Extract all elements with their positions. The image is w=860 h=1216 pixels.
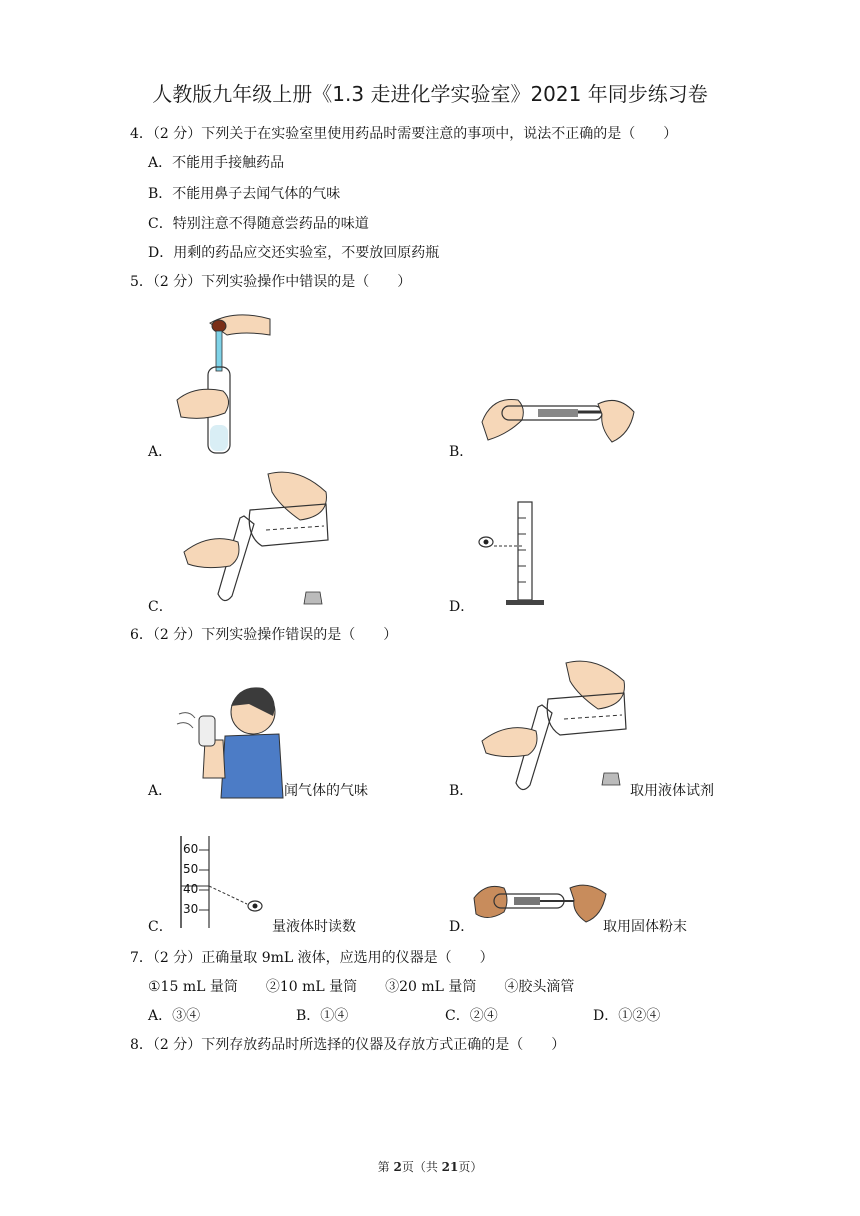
pouring-reagent-figure: [478, 655, 638, 795]
question-5-option-c-label: C．: [148, 599, 173, 615]
question-4-option-a: A．不能用手接触药品: [148, 155, 285, 171]
question-6-option-a-label: A．: [148, 783, 173, 799]
question-5-option-a-label: A．: [148, 444, 173, 460]
page-title: 人教版九年级上册《1.3 走进化学实验室》2021 年同步练习卷: [152, 82, 708, 106]
question-7-option-a: A．③④: [148, 1008, 201, 1024]
tick-label-30: 30: [183, 902, 199, 916]
footer-page-number: 2: [393, 1160, 402, 1174]
question-6-option-d-caption: 取用固体粉末: [603, 919, 687, 935]
question-6-option-c-caption: 量液体时读数: [272, 919, 356, 935]
tick-label-40: 40: [183, 882, 199, 896]
question-6-stem: 6．（2 分）下列实验操作错误的是（ ）: [130, 627, 398, 643]
cylinder-scale-figure: [175, 836, 275, 928]
question-4-option-c: C．特别注意不得随意尝药品的味道: [148, 216, 369, 232]
dropper-into-test-tube-figure: [175, 305, 275, 455]
smelling-gas-boy-figure: [175, 680, 285, 800]
question-6-option-c-label: C．: [148, 919, 173, 935]
question-6-option-b-caption: 取用液体试剂: [630, 783, 714, 799]
footer-suffix: 页）: [458, 1160, 483, 1174]
question-8-stem: 8．（2 分）下列存放药品时所选择的仪器及存放方式正确的是（ ）: [130, 1037, 566, 1053]
footer-middle: 页（共: [401, 1160, 442, 1174]
pouring-liquid-figure: [180, 466, 340, 611]
question-7-stem: 7．（2 分）正确量取 9mL 液体，应选用的仪器是（ ）: [130, 950, 494, 966]
question-7-option-b: B．①④: [296, 1008, 349, 1024]
footer-total-pages: 21: [441, 1160, 459, 1174]
question-7-option-d: D．①②④: [593, 1008, 661, 1024]
question-5-option-b-label: B．: [449, 444, 474, 460]
question-5-stem: 5．（2 分）下列实验操作中错误的是（ ）: [130, 274, 412, 290]
question-6-option-d-label: D．: [449, 919, 475, 935]
tick-label-50: 50: [183, 862, 199, 876]
page-footer: [0, 1158, 860, 1175]
heating-tube-hands-figure: [478, 382, 638, 452]
question-4-option-d: D．用剩的药品应交还实验室，不要放回原药瓶: [148, 245, 440, 261]
tick-label-60: 60: [183, 842, 199, 856]
question-5-option-d-label: D．: [449, 599, 475, 615]
question-4-option-b: B．不能用鼻子去闻气体的气味: [148, 186, 341, 202]
question-4-stem: 4．（2 分）下列关于在实验室里使用药品时需要注意的事项中，说法不正确的是（ ）: [130, 126, 678, 142]
powder-into-tube-figure: [470, 880, 610, 930]
footer-prefix: 第: [377, 1160, 394, 1174]
question-6-option-b-label: B．: [449, 783, 474, 799]
question-7-option-c: C．②④: [445, 1008, 498, 1024]
cylinder-reading-figure: [476, 498, 556, 608]
question-6-option-a-caption: 闻气体的气味: [284, 783, 368, 799]
question-7-items: ①15 mL 量筒 ②10 mL 量筒 ③20 mL 量筒 ④胶头滴管: [148, 979, 575, 995]
